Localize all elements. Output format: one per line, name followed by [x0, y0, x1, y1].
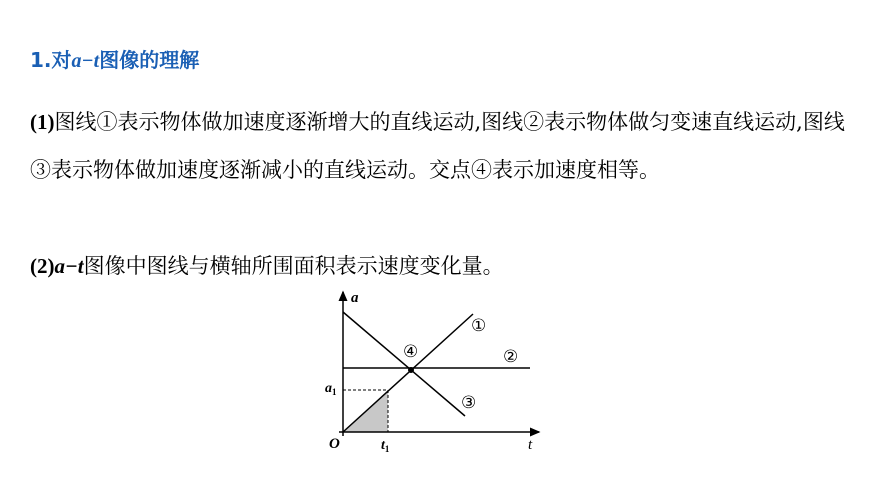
heading-suffix: 图像的理解: [99, 48, 200, 72]
paragraph-1-label: (1): [30, 110, 55, 134]
graph-line-1: [343, 314, 473, 432]
heading-dash: −: [81, 50, 94, 72]
line-1-label: ①: [471, 316, 487, 335]
paragraph-2: [30, 242, 845, 290]
paragraph-2-dash: −: [65, 254, 78, 278]
heading-var-t: t: [93, 50, 100, 72]
heading-var-a: a: [71, 50, 82, 72]
a1-sub: 1: [332, 387, 337, 397]
a-t-graph: [325, 286, 555, 456]
t1-label: [381, 438, 390, 454]
paragraph-2-label: [30, 254, 84, 278]
graph-line-3: [343, 312, 465, 416]
paragraph-1-text: 图线①表示物体做加速度逐渐增大的直线运动,图线②表示物体做匀变速直线运动,图线③表示物体做加速度逐渐减小的直线运动。交点④表示加速度相等。: [30, 110, 845, 182]
line-2-label: ②: [503, 347, 519, 366]
t1-main: t: [381, 438, 385, 453]
paragraph-1: [30, 98, 845, 194]
intersection-point: [408, 367, 414, 373]
a1-main: a: [325, 381, 332, 396]
section-heading: [30, 44, 199, 73]
heading-prefix: 1.对: [30, 48, 72, 72]
x-axis-label: t: [528, 437, 533, 453]
point-4-label: ④: [403, 342, 419, 361]
line-3-label: ③: [461, 393, 477, 412]
origin-label: O: [329, 436, 340, 452]
paragraph-2-label-num: (2): [30, 254, 55, 278]
a1-label: [325, 381, 337, 397]
paragraph-2-var-a: a: [54, 254, 65, 278]
paragraph-2-var-t: t: [77, 254, 84, 278]
paragraph-2-text: 图像中图线与横轴所围面积表示速度变化量。: [83, 254, 504, 278]
y-axis-label: a: [351, 290, 359, 306]
t1-sub: 1: [384, 444, 390, 454]
